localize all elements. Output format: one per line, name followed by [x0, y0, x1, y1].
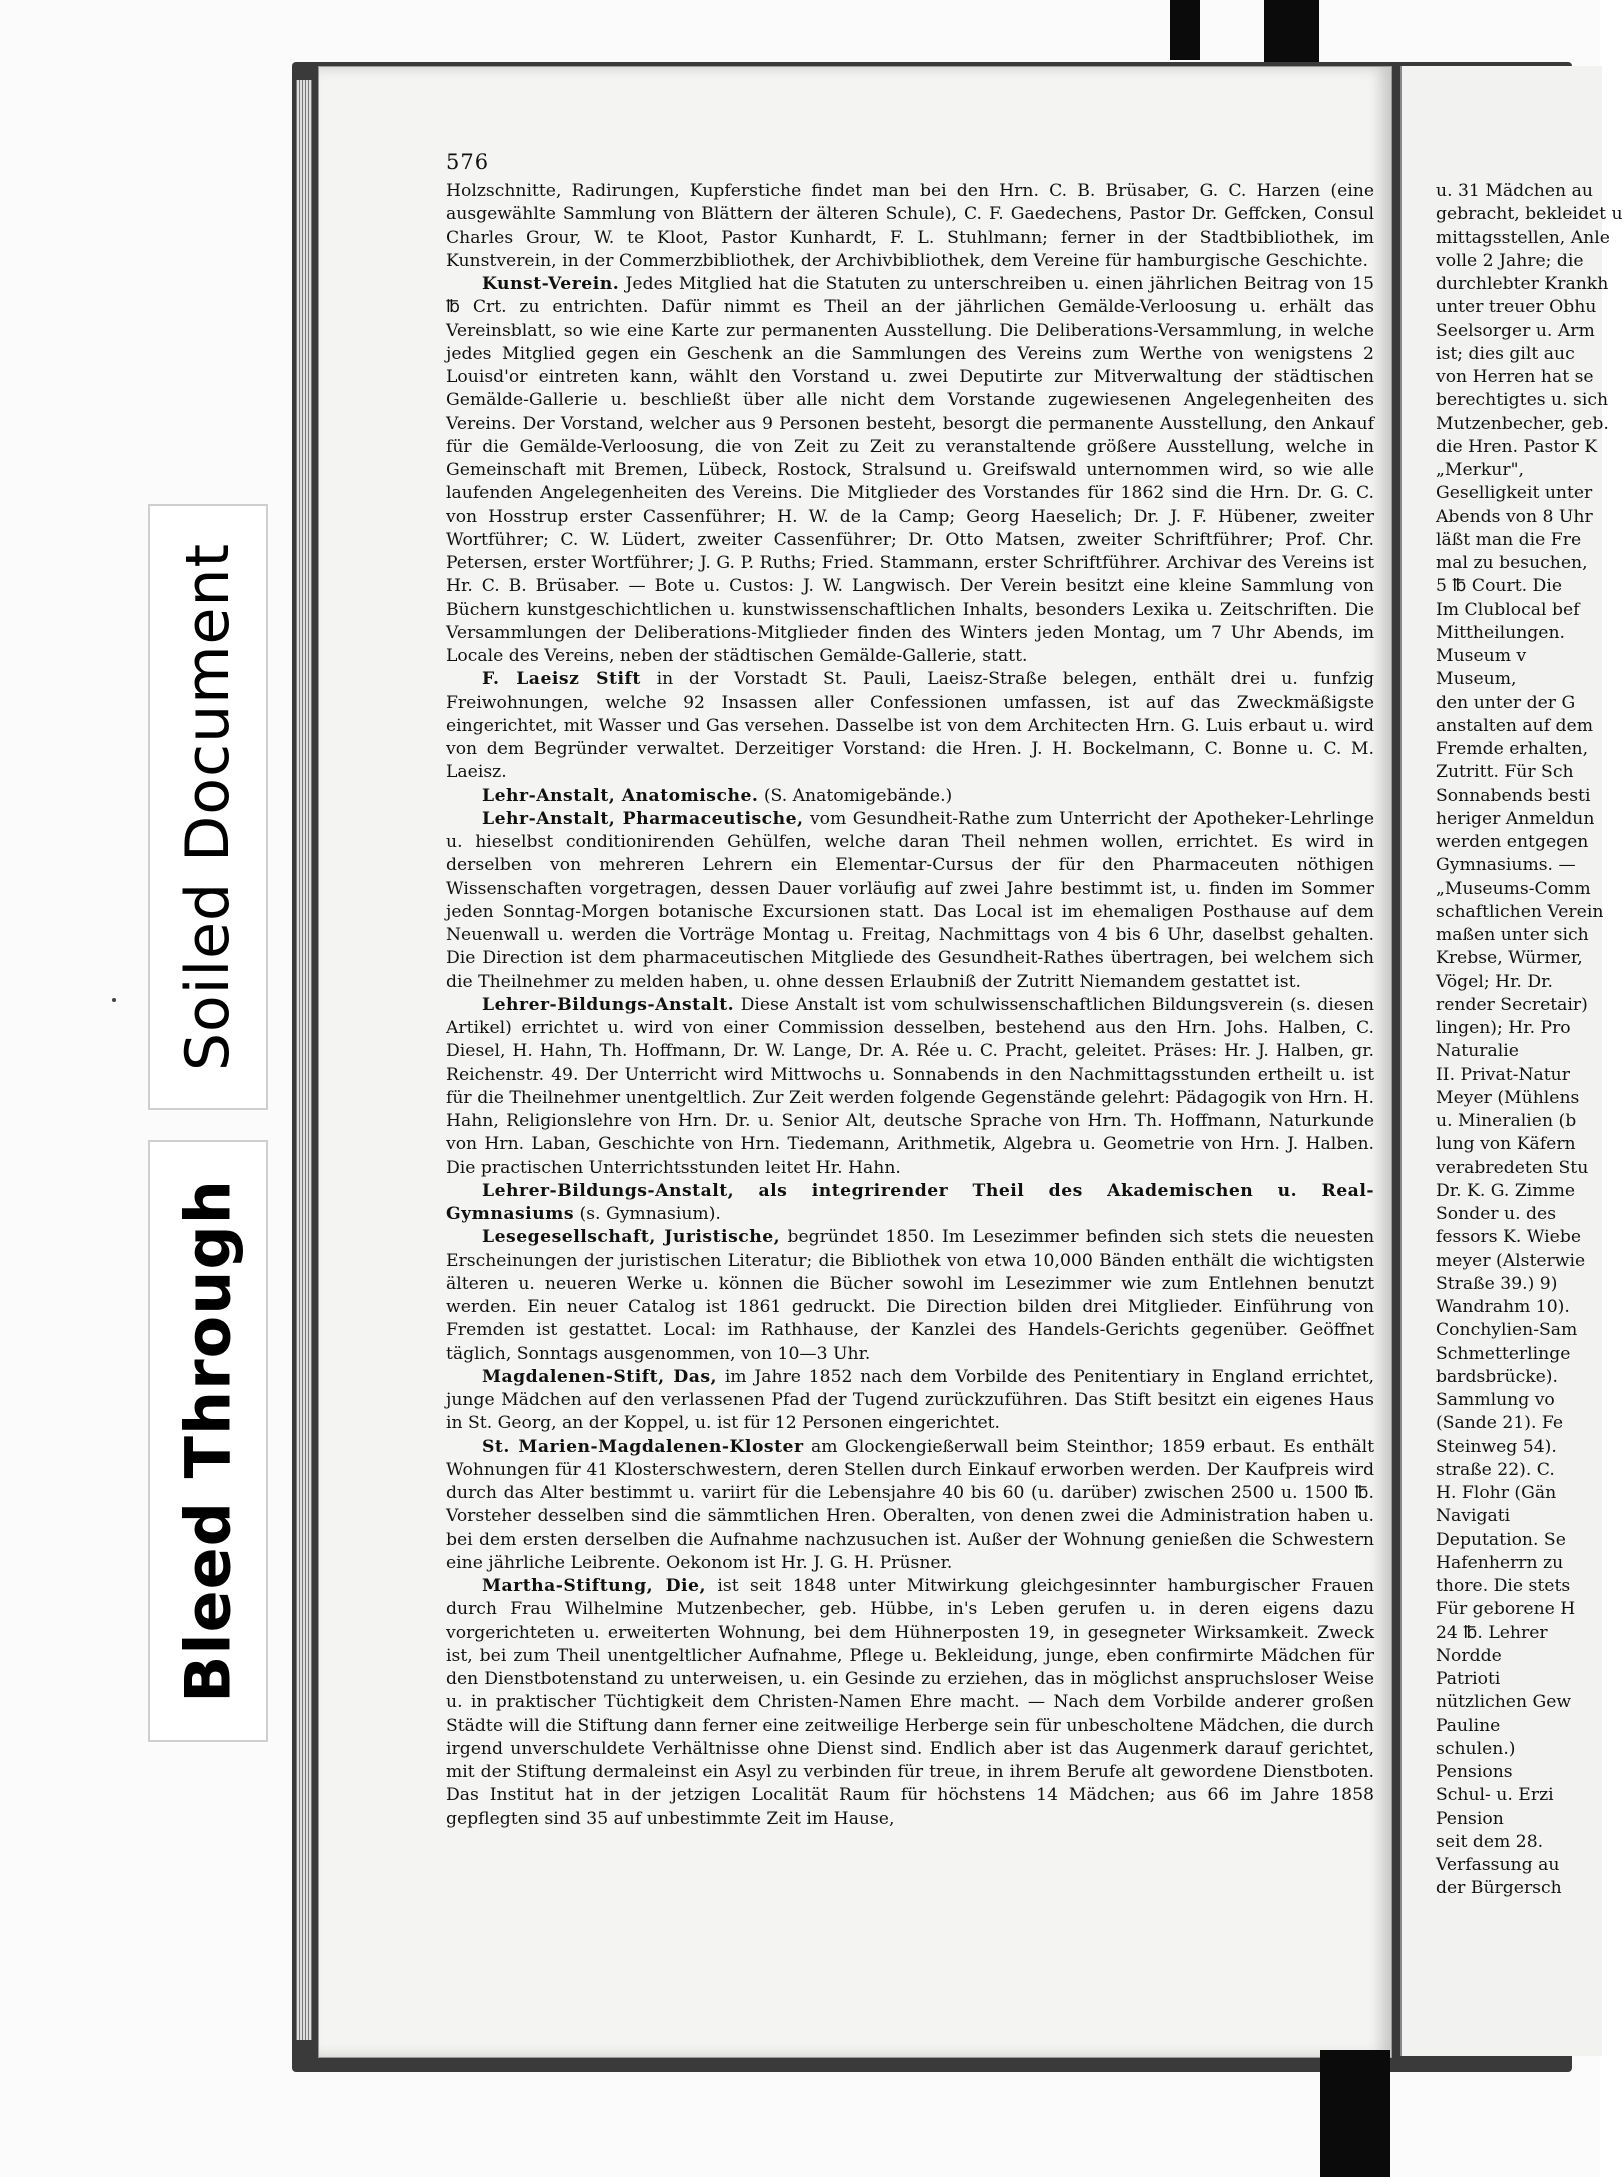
right-page-line: thore. Die stets: [1436, 1576, 1571, 1596]
right-page-line: Pauline: [1436, 1715, 1501, 1736]
entry: [446, 273, 1374, 668]
right-page-line: Navigati: [1436, 1506, 1511, 1527]
right-page-line: lung von Käfern: [1436, 1134, 1576, 1155]
right-page-line: u. 31 Mädchen au: [1436, 181, 1593, 201]
right-page-text: [1436, 180, 1623, 1901]
right-page-line: Meyer (Mühlens: [1436, 1087, 1580, 1108]
entry-body: (s. Gymnasium).: [579, 1204, 721, 1224]
right-page-line: seit dem 28.: [1436, 1831, 1544, 1852]
entry-heading: Lehr-Anstalt, Pharmaceutische,: [482, 808, 804, 829]
entry-body: Jedes Mitglied hat die Statuten zu unterschreiben u. einen jährlichen Beitrag von 15 ℔ Crt. zu entrichten. Dafür nimmt es Theil an der jährlichen Gemälde-Verloosung u. erhält das Vereinsblatt, so wie eine Karte zur permanenten Ausstellung. Die Deliberations-Versammlung, in welche jedes Mitglied gegen ein Geschenk an die Sammlungen des Vereins zum Werthe von wenigstens 2 Louisd'or eintreten kann, wählt den Vorstand u. zwei Deputirte zur Mitverwaltung der städtischen Gemälde-Gallerie u. beschließt über alle nicht dem Vorstande zugewiesenen Angelegenheiten des Vereins. Der Vorstand, welcher aus 9 Personen besteht, besorgt die permanente Ausstellung, den Ankauf für die Gemälde-Verloosung, die von Zeit zu Zeit zu veranstaltende größere Ausstellung, welche in Gemeinschaft mit Bremen, Lübeck, Rostock, Stralsund u. Greifswald unternommen wird, so wie alle laufenden Angelegenheiten des Vereins. Die Mitglieder des Vorstandes für 1862 sind die Hrn. Dr. G. C. von Hosstrup erster Cassenführer; H. W. de la Camp; Georg Haeselich; Dr. J. F. Hübener, zweiter Wortführer; C. W. Lüdert, zweiter Cassenführer; Dr. Otto Matsen, zweiter Schriftführer; Prof. Chr. Petersen, erster Wortführer; J. G. P. Ruths; Fried. Stammann, erster Schriftführer. Archivar des Vereins ist Hr. C. B. Brüsaber. — Bote u. Custos: J. W. Langwisch. Der Verein besitzt eine kleine Sammlung von Büchern kunstgeschichtlichen u. kunstwissenschaftlichen Inhalts, besonders Lexika u. Zeitschriften. Die Versammlungen der Deliberations-Mitglieder finden des Winters jeden Montag, um 7 Uhr Abends, im Locale des Vereins, neben der städtischen Gemälde-Gallerie, statt.: [446, 274, 1374, 666]
entry-body: am Glockengießerwall beim Steinthor; 1859 erbaut. Es enthält Wohnungen für 41 Klosterschwestern, deren Stellen durch Einkauf erworben werden. Der Kaufpreis wird durch das Alter bestimmt u. variirt für die Lebensjahre 40 bis 60 (u. darüber) zwischen 2500 u. 1500 ℔. Vorsteher desselben sind die sämmtlichen Hren. Oberalten, von denen zwei die Administration haben u. bei dem ersten derselben die Aufnahme nachzusuchen ist. Außer der Wohnung genießen die Schwestern eine jährliche Leibrente. Oekonom ist Hr. J. G. H. Prüsner.: [446, 1436, 1375, 1573]
right-page-line: ist; dies gilt auc: [1436, 343, 1575, 364]
page-text: [446, 180, 1374, 1831]
right-page-line: werden entgegen: [1436, 832, 1589, 852]
entry: [446, 1575, 1374, 1831]
right-page-line: (Sande 21). Fe: [1436, 1413, 1564, 1434]
right-page-line: nützlichen Gew: [1436, 1692, 1572, 1713]
entry: [446, 1226, 1374, 1366]
black-strip-top-2: [1264, 0, 1319, 62]
entry: [446, 1366, 1374, 1436]
entry-body: ist seit 1848 unter Mitwirkung gleichgesinnter hamburgischer Frauen durch Frau Wilhelmine Mutzenbecher, geb. Hübbe, in's Leben gerufen u. in deren eigens dazu vorgerichteten u. erweiterten Wohnung, bei dem Hühnerposten 19, in gesegneter Wirksamkeit. Zweck ist, bei zum Theil unentgeltlicher Aufnahme, Pflege u. Bekleidung, junge, eben confirmirte Mädchen für den Dienstbotenstand zu unterweisen, u. ein Gesinde zu erziehen, das in möglichst anspruchsloser Weise u. in praktischer Tüchtigkeit dem Christen-Namen Ehre macht. — Nach dem Vorbilde anderer großen Städte will die Stiftung dann ferner eine zeitweilige Herberge sein für unbescholtene Mädchen, die durch irgend unverschuldete Verhältnisse ohne Dienst sind. Endlich aber ist das Augenmerk darauf gerichtet, mit der Stiftung dermaleinst ein Asyl zu verbinden für treue, in ihrem Berufe alt gewordene Dienstboten. Das Institut hat in der jetzigen Localität Raum für höchstens 14 Mädchen; aus 66 im Jahre 1858 gepflegten sind 35 auf unbestimmte Zeit im Hause,: [446, 1576, 1374, 1829]
right-page-line: „Museums-Comm: [1436, 878, 1591, 899]
right-page-line: Naturalie: [1436, 1041, 1519, 1062]
right-page-line: Hafenherrn zu: [1436, 1552, 1564, 1573]
right-page-line: Nordde: [1436, 1645, 1502, 1666]
right-page-line: die Hren. Pastor K: [1436, 436, 1598, 457]
right-page-line: Krebse, Würmer,: [1436, 948, 1583, 969]
right-page-line: Mittheilungen.: [1436, 622, 1565, 643]
entry-heading: Lesegesellschaft, Juristische,: [482, 1227, 781, 1248]
entry: [446, 994, 1374, 1180]
black-strip-bottom: [1320, 2050, 1390, 2177]
right-page-line: heriger Anmeldun: [1436, 808, 1595, 829]
entry: [446, 668, 1374, 784]
right-page-line: Conchylien-Sam: [1436, 1320, 1578, 1341]
right-page-line: „Merkur",: [1436, 460, 1524, 480]
right-page-line: Verfassung au: [1436, 1855, 1560, 1875]
right-page-line: verabredeten Stu: [1436, 1157, 1589, 1178]
right-page-line: Straße 39.) 9): [1436, 1273, 1558, 1294]
right-page-line: Wandrahm 10).: [1436, 1297, 1570, 1317]
right-page-line: schaftlichen Verein: [1436, 901, 1604, 922]
right-page-line: lingen); Hr. Pro: [1436, 1018, 1571, 1038]
right-page-line: Museum,: [1436, 669, 1517, 690]
entry-body: im Jahre 1852 nach dem Vorbilde des Penitentiary in England errichtet, junge Mädchen auf den verlassenen Pfad der Tugend zurückzuführen. Das Stift besitzt ein eigenes Haus in St. Georg, an der Koppel, u. ist für 12 Personen eingerichtet.: [446, 1366, 1375, 1434]
entry-body: (S. Anatomigebände.): [763, 785, 953, 806]
right-page-line: Für geborene H: [1436, 1599, 1576, 1620]
entry: [446, 785, 1374, 808]
right-page-line: Sammlung vo: [1436, 1390, 1555, 1410]
right-page-line: berechtigtes u. sich: [1436, 390, 1609, 411]
right-page-line: Fremde erhalten,: [1436, 739, 1589, 759]
right-page-line: Im Clublocal bef: [1436, 599, 1580, 620]
entry-heading: Lehrer-Bildungs-Anstalt, als integrirender Theil des Akademischen u. Real-Gymnasiums: [446, 1180, 1374, 1224]
page-number: 576: [446, 150, 490, 174]
right-page-line: Dr. K. G. Zimme: [1436, 1180, 1576, 1201]
right-page-line: Schul- u. Erzi: [1436, 1785, 1554, 1806]
right-page-line: mittagsstellen, Anle: [1436, 227, 1610, 248]
right-page-line: unter treuer Obhu: [1436, 297, 1597, 318]
right-page-line: Gymnasiums. —: [1436, 855, 1576, 876]
right-page-line: Geselligkeit unter: [1436, 483, 1593, 504]
right-page-line: Zutritt. Für Sch: [1436, 762, 1574, 783]
right-page-line: render Secretair): [1436, 994, 1588, 1015]
entry-body: in der Vorstadt St. Pauli, Laeisz-Straße belegen, enthält drei u. funfzig Freiwohnungen, welche 92 Insassen aller Confessionen umfassen, ist auf das Zweckmäßigste eingerichtet, mit Wasser und Gas versehen. Dasselbe ist von dem Architecten Hrn. G. Luis erbaut u. wird von dem Begründer verwaltet. Derzeitiger Vorstand: die Hren. J. H. Bockelmann, C. Bonne u. C. M. Laeisz.: [446, 669, 1374, 783]
right-page-line: 5 ℔ Court. Die: [1436, 576, 1562, 597]
right-page-line: Sonder u. des: [1436, 1204, 1557, 1224]
entry-heading: Magdalenen-Stift, Das,: [482, 1366, 718, 1387]
right-page-line: meyer (Alsterwie: [1436, 1250, 1586, 1271]
right-page-line: Mutzenbecher, geb.: [1436, 413, 1609, 434]
entry-heading: St. Marien-Magdalenen-Kloster: [482, 1436, 804, 1457]
right-page-line: Steinweg 54).: [1436, 1436, 1557, 1457]
page-edges: [296, 80, 312, 2040]
paragraph: [446, 180, 1374, 273]
entry-body: Diese Anstalt ist vom schulwissenschaftlichen Bildungsverein (s. diesen Artikel) errichtet u. wird von einer Commission desselben, bestehend aus den Hrn. Johs. Halben, C. Diesel, H. Hahn, Th. Hoffmann, Dr. W. Lange, Dr. A. Rée u. C. Pracht, geleitet. Präses: Hr. J. Halben, gr. Reichenstr. 49. Der Unterricht wird Mittwochs u. Sonnabends in den Nachmittagsstunden ertheilt u. ist für die Theilnehmer unentgeltlich. Zur Zeit werden folgende Gegenstände gelehrt: Pädagogik von Hrn. H. Hahn, Religionslehre von Hrn. Dr. u. Senior Alt, deutsche Sprache von Hrn. Th. Hoffmann, Naturkunde von Hrn. Laban, Geschichte von Hrn. Tiedemann, Arithmetik, Algebra u. Geometrie von Hrn. J. Halben. Die practischen Unterrichtsstunden leitet Hr. Hahn.: [446, 994, 1375, 1178]
right-page-line: von Herren hat se: [1436, 367, 1594, 387]
speck: [112, 998, 116, 1002]
right-page-line: u. Mineralien (b: [1436, 1111, 1577, 1131]
right-page-line: Abends von 8 Uhr: [1436, 506, 1593, 527]
bleed-through-label: Bleed Through: [171, 1179, 245, 1703]
right-page-line: Pensions: [1436, 1762, 1513, 1782]
right-page-line: Seelsorger u. Arm: [1436, 320, 1595, 341]
right-page-line: fessors K. Wiebe: [1436, 1227, 1581, 1248]
right-page-line: durchlebter Krankh: [1436, 274, 1609, 294]
right-page-line: II. Privat-Natur: [1436, 1064, 1570, 1085]
right-page-line: Sonnabends besti: [1436, 785, 1591, 806]
right-page-line: läßt man die Fre: [1436, 529, 1582, 550]
black-strip-top-1: [1170, 0, 1200, 60]
paragraph-body: Holzschnitte, Radirungen, Kupferstiche findet man bei den Hrn. C. B. Brüsaber, G. C. Harzen (eine ausgewählte Sammlung von Blättern der älteren Schule), C. F. Gaedechens, Pastor Dr. Geffcken, Consul Charles Grour, W. te Kloot, Pastor Kunhardt, F. L. Stuhlmann; ferner in der Stadtbibliothek, im Kunstverein, in der Commerzbibliothek, der Archivbibliothek, dem Vereine für hamburgische Geschichte.: [446, 181, 1374, 271]
entry-body: begründet 1850. Im Lesezimmer befinden sich stets die neuesten Erscheinungen der juristischen Literatur; die Bibliothek von etwa 10,000 Bänden enthält die wichtigsten älteren u. neueren Werke u. können die Bücher sowohl im Lesezimmer wie zum Entlehnen benutzt werden. Ein neuer Catalog ist 1861 gedruckt. Die Direction bilden drei Mitglieder. Einführung von Fremden ist gestattet. Local: im Rathhause, der Kanzlei des Handels-Gerichts gegenüber. Geöffnet täglich, Sonntags ausgenommen, von 10—3 Uhr.: [446, 1227, 1375, 1364]
right-page-line: maßen unter sich: [1436, 925, 1589, 945]
right-page-line: Deputation. Se: [1436, 1529, 1566, 1550]
entry-heading: Kunst-Verein.: [482, 274, 620, 294]
entry-heading: Lehr-Anstalt, Anatomische.: [482, 785, 759, 806]
right-page-line: H. Flohr (Gän: [1436, 1483, 1557, 1503]
entry: [446, 1436, 1374, 1576]
bleed-through-banner: [148, 1140, 268, 1742]
entry-heading: Martha-Stiftung, Die,: [482, 1576, 706, 1596]
right-page-line: anstalten auf dem: [1436, 715, 1594, 736]
right-page-line: bardsbrücke).: [1436, 1366, 1558, 1387]
right-page-line: der Bürgersch: [1436, 1878, 1562, 1899]
entry: [446, 808, 1374, 994]
right-page-line: Pension: [1436, 1808, 1504, 1829]
right-page-line: den unter der G: [1436, 692, 1576, 713]
entry-heading: F. Laeisz Stift: [482, 669, 641, 690]
right-page-line: straße 22). C.: [1436, 1459, 1555, 1480]
right-page-line: Patrioti: [1436, 1669, 1501, 1689]
entry-heading: Lehrer-Bildungs-Anstalt.: [482, 994, 735, 1015]
right-page-line: volle 2 Jahre; die: [1436, 250, 1584, 271]
right-page-line: schulen.): [1436, 1738, 1516, 1759]
entry-body: vom Gesundheit-Rathe zum Unterricht der Apotheker-Lehrlinge u. hieselbst conditionirenden Gehülfen, welche daran Theil nehmen wollen, errichtet. Es wird in derselben von mehreren Lehrern ein Elementar-Cursus der für den Pharmaceuten nöthigen Wissenschaften vorgetragen, dessen Dauer vorläufig auf zwei Jahre bestimmt ist, u. finden im Sommer jeden Sonntag-Morgen botanische Excursionen statt. Das Local ist im ehemaligen Posthause auf dem Neuenwall u. werden die Vorträge Montag u. Freitag, Nachmittags von 4 bis 6 Uhr, daselbst gehalten. Die Direction ist dem pharmaceutischen Mitgliede des Gesundheit-Rathes übertragen, bei welchem sich die Theilnehmer zu melden haben, u. ohne dessen Erlaubniß der Zutritt Niemandem gestattet ist.: [446, 808, 1374, 992]
right-page-line: Schmetterlinge: [1436, 1343, 1571, 1364]
right-page-line: mal zu besuchen,: [1436, 553, 1588, 573]
right-page-line: Museum v: [1436, 646, 1527, 666]
soiled-document-banner: [148, 504, 268, 1110]
right-page-line: 24 ℔. Lehrer: [1436, 1622, 1548, 1643]
entry: [446, 1180, 1374, 1227]
right-page-line: Vögel; Hr. Dr.: [1436, 971, 1553, 992]
soiled-document-label: Soiled Document: [173, 542, 243, 1072]
right-page-line: gebracht, bekleidet u: [1436, 204, 1623, 225]
